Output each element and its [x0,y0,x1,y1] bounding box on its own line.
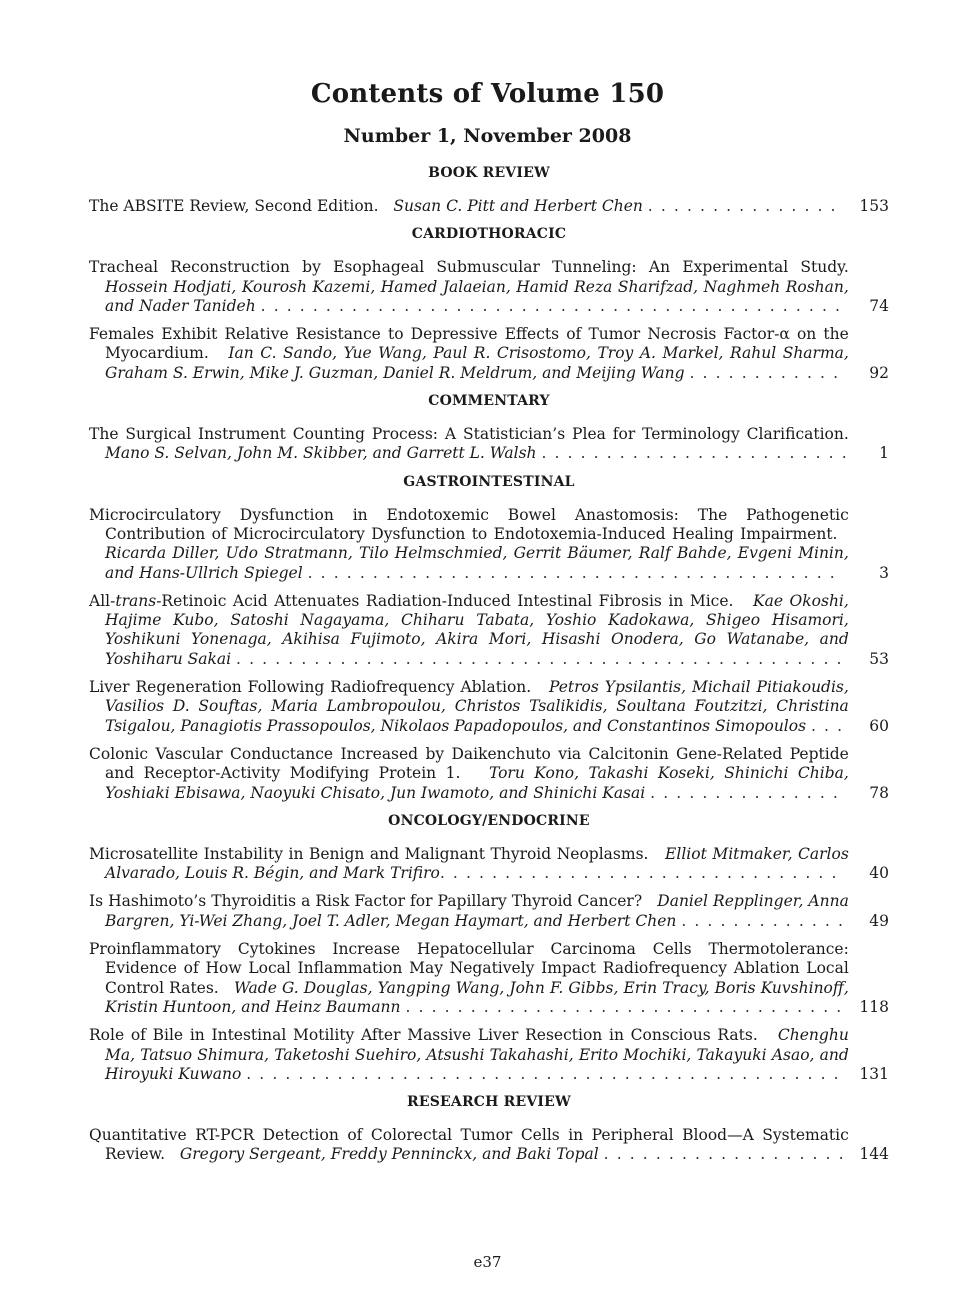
article-title: Females Exhibit Relative Resistance to Depressive Effects of Tumor Necrosis Factor-α on the Myocardium. [89,325,849,363]
article-authors: Ricarda Diller, Udo Stratmann, Tilo Helmschmied, Gerrit Bäumer, Ralf Bahde, Evgeni Minin, and Hans-Ullrich Spiegel [105,544,849,582]
article-title: The Surgical Instrument Counting Process: A Statistician’s Plea for Terminology Clarification. [89,425,849,444]
article-page-number: 49 [869,911,889,930]
toc-entry[interactable]: Microsatellite Instability in Benign and Malignant Thyroid Neoplasms. Elliot Mitmaker, Carlos Alvarado, Louis R. Bégin, and Mark Trifiro. . . . . . . . . . . . . . . . . . . . . . . . . . . . . . . 40 [89,844,889,883]
article-page-number: 60 [869,716,889,735]
article-title: Colonic Vascular Conductance Increased by Daikenchuto via Calcitonin Gene-Related Peptide and Receptor-Activity Modifying Protein 1. [89,744,849,783]
toc-entry[interactable]: All-trans-Retinoic Acid Attenuates Radiation-Induced Intestinal Fibrosis in Mice. Kae Okoshi, Hajime Kubo, Satoshi Nagayama, Chiharu Tabata, Yoshio Kadokawa, Shigeo Hisamori, Yoshikuni Yonenaga, Akihisa Fujimoto, Akira Mori, Hisashi Onodera, Go Watanabe, and Yoshiharu Sakai . . . . . . . . . . . . . . . . . . . . . . . . . . . . . . . . . . . . . . . . . . . . . . . 53 [89,591,889,668]
article-authors: Susan C. Pitt and Herbert Chen [393,197,643,215]
article-title: Microsatellite Instability in Benign and Malignant Thyroid Neoplasms. [89,844,649,863]
article-page-number: 40 [869,864,889,883]
article-authors: Elliot Mitmaker, Carlos Alvarado, Louis R. Bégin, and Mark Trifiro [105,844,849,883]
article-authors: Wade G. Douglas, Yangping Wang, John F. Gibbs, Erin Tracy, Boris Kuvshinoff, Kristin Huntoon, and Heinz Baumann [105,978,849,1016]
article-page-number: 118 [859,997,889,1016]
article-authors: Kae Okoshi, Hajime Kubo, Satoshi Nagayama, Chiharu Tabata, Yoshio Kadokawa, Shigeo Hisamori, Yoshikuni Yonenaga, Akihisa Fujimoto, Akira Mori, Hisashi Onodera, Go Watanabe, and Yoshiharu Sakai [105,591,849,668]
article-title: Tracheal Reconstruction by Esophageal Submuscular Tunneling: An Experimental Study. [89,258,849,277]
section-heading: RESEARCH REVIEW [407,1094,571,1111]
toc-section [89,812,889,1084]
section-heading: COMMENTARY [428,393,550,410]
table-of-contents [89,164,889,1174]
toc-section [89,164,889,216]
toc-entry[interactable]: Proinflammatory Cytokines Increase Hepatocellular Carcinoma Cells Thermotolerance: Evidence of How Local Inflammation May Negatively Impact Radiofrequency Ablation Local Control Rates. Wade G. Douglas, Yangping Wang, John F. Gibbs, Erin Tracy, Boris Kuvshinoff, Kristin Huntoon, and Heinz Baumann . . . . . . . . . . . . . . . . . . . . . . . . . . . . . . . . . . 118 [89,940,889,1016]
article-page-number: 144 [859,1145,889,1164]
toc-section [89,392,889,464]
article-authors: Toru Kono, Takashi Koseki, Shinichi Chiba, Yoshiaki Ebisawa, Naoyuki Chisato, Jun Iwamoto, and Shinichi Kasai [105,764,849,802]
article-title: Quantitative RT-PCR Detection of Colorectal Tumor Cells in Peripheral Blood—A Systematic Review. [89,1126,849,1164]
article-authors: Daniel Repplinger, Anna Bargren, Yi-Wei Zhang, Joel T. Adler, Megan Haymart, and Herbert Chen [105,892,849,930]
page-title: Contents of Volume 150 [310,79,665,109]
article-page-number: 78 [869,783,889,802]
toc-entry[interactable]: Colonic Vascular Conductance Increased by Daikenchuto via Calcitonin Gene-Related Peptide and Receptor-Activity Modifying Protein 1. Toru Kono, Takashi Koseki, Shinichi Chiba, Yoshiaki Ebisawa, Naoyuki Chisato, Jun Iwamoto, and Shinichi Kasai . . . . . . . . . . . . . . . 78 [89,744,889,802]
section-heading: BOOK REVIEW [428,165,550,181]
toc-entry[interactable]: Tracheal Reconstruction by Esophageal Submuscular Tunneling: An Experimental Study. Hossein Hodjati, Kourosh Kazemi, Hamed Jalaeian, Hamid Reza Sharifzad, Naghmeh Roshan, and Nader Tanideh . . . . . . . . . . . . . . . . . . . . . . . . . . . . . . . . . . . . . . . . . . . . . 74 [89,258,889,315]
article-authors: Gregory Sergeant, Freddy Penninckx, and Baki Topal [179,1145,599,1164]
article-title: Liver Regeneration Following Radiofrequency Ablation. [89,678,532,697]
article-authors: Chenghu Ma, Tatsuo Shimura, Taketoshi Suehiro, Atsushi Takahashi, Erito Mochiki, Takayuki Asao, and Hiroyuki Kuwano [105,1026,849,1083]
article-authors: Ian C. Sando, Yue Wang, Paul R. Crisostomo, Troy A. Markel, Rahul Sharma, Graham S. Erwin, Mike J. Guzman, Daniel R. Meldrum, and Meijing Wang [105,344,849,382]
article-page-number: 153 [859,197,889,215]
toc-section [89,473,889,803]
article-page-number: 74 [869,296,889,315]
article-title: Proinflammatory Cytokines Increase Hepatocellular Carcinoma Cells Thermotolerance: Evidence of How Local Inflammation May Negatively Impact Radiofrequency Ablation Local Control Rates. [89,940,849,997]
article-page-number: 53 [869,649,889,668]
section-heading: GASTROINTESTINAL [403,473,575,490]
toc-entry[interactable]: Liver Regeneration Following Radiofrequency Ablation. Petros Ypsilantis, Michail Pitiakoudis, Vasilios D. Souftas, Maria Lambropoulou, Christos Tsalikidis, Soultana Foutzitzi, Christina Tsigalou, Panagiotis Prassopoulos, Nikolaos Papadopoulos, and Constantinos Simopoulos . . . 60 [89,678,889,735]
section-heading: ONCOLOGY/ENDOCRINE [388,812,590,829]
article-page-number: 92 [869,363,889,382]
article-page-number: 1 [879,444,889,463]
article-page-number: 3 [879,563,889,582]
toc-entry[interactable]: Role of Bile in Intestinal Motility After Massive Liver Resection in Conscious Rats. Chenghu Ma, Tatsuo Shimura, Taketoshi Suehiro, Atsushi Takahashi, Erito Mochiki, Takayuki Asao, and Hiroyuki Kuwano . . . . . . . . . . . . . . . . . . . . . . . . . . . . . . . . . . . . . . . . . . . . . . 131 [89,1026,889,1083]
article-title: Microcirculatory Dysfunction in Endotoxemic Bowel Anastomosis: The Pathogenetic Contribution of Microcirculatory Dysfunction to Endotoxemia-Induced Healing Impairment. [89,505,849,543]
article-title: Is Hashimoto’s Thyroiditis a Risk Factor for Papillary Thyroid Cancer? [89,892,643,911]
article-page-number: 131 [859,1064,889,1083]
page-folio: e37 [473,1253,502,1271]
toc-entry[interactable]: Females Exhibit Relative Resistance to Depressive Effects of Tumor Necrosis Factor-α on the Myocardium. Ian C. Sando, Yue Wang, Paul R. Crisostomo, Troy A. Markel, Rahul Sharma, Graham S. Erwin, Mike J. Guzman, Daniel R. Meldrum, and Meijing Wang . . . . . . . . . . . . 92 [89,325,889,382]
toc-entry[interactable]: Microcirculatory Dysfunction in Endotoxemic Bowel Anastomosis: The Pathogenetic Contribution of Microcirculatory Dysfunction to Endotoxemia-Induced Healing Impairment. Ricarda Diller, Udo Stratmann, Tilo Helmschmied, Gerrit Bäumer, Ralf Bahde, Evgeni Minin, and Hans-Ullrich Spiegel . . . . . . . . . . . . . . . . . . . . . . . . . . . . . . . . . . . . . . . . . 3 [89,505,889,582]
article-authors: Mano S. Selvan, John M. Skibber, and Garrett L. Walsh [105,444,537,463]
toc-entry[interactable]: Quantitative RT-PCR Detection of Colorectal Tumor Cells in Peripheral Blood—A Systematic Review. Gregory Sergeant, Freddy Penninckx, and Baki Topal . . . . . . . . . . . . . . . . . . . 144 [89,1126,889,1164]
toc-entry[interactable]: The ABSITE Review, Second Edition. Susan C. Pitt and Herbert Chen . . . . . . . . . . . . . . . 153 [89,197,889,215]
article-title: Role of Bile in Intestinal Motility After Massive Liver Resection in Conscious Rats. [89,1026,758,1045]
toc-section [89,1093,889,1165]
toc-entry[interactable]: Is Hashimoto’s Thyroiditis a Risk Factor for Papillary Thyroid Cancer? Daniel Repplinger, Anna Bargren, Yi-Wei Zhang, Joel T. Adler, Megan Haymart, and Herbert Chen . . . . . . . . . . . . . 49 [89,892,889,930]
issue-subtitle: Number 1, November 2008 [343,125,632,147]
toc-entry[interactable]: The Surgical Instrument Counting Process: A Statistician’s Plea for Terminology Clarification. Mano S. Selvan, John M. Skibber, and Garrett L. Walsh . . . . . . . . . . . . . . . . . . . . . . . . 1 [89,425,889,463]
article-title: The ABSITE Review, Second Edition. [89,197,379,215]
article-authors: Hossein Hodjati, Kourosh Kazemi, Hamed Jalaeian, Hamid Reza Sharifzad, Naghmeh Roshan, and Nader Tanideh [105,277,849,315]
article-title: All-trans-Retinoic Acid Attenuates Radiation-Induced Intestinal Fibrosis in Mice. [89,591,734,610]
toc-section [89,225,889,383]
article-authors: Petros Ypsilantis, Michail Pitiakoudis, Vasilios D. Souftas, Maria Lambropoulou, Christos Tsalikidis, Soultana Foutzitzi, Christina Tsigalou, Panagiotis Prassopoulos, Nikolaos Papadopoulos, and Constantinos Simopoulos [105,678,849,735]
section-heading: CARDIOTHORACIC [411,226,567,243]
